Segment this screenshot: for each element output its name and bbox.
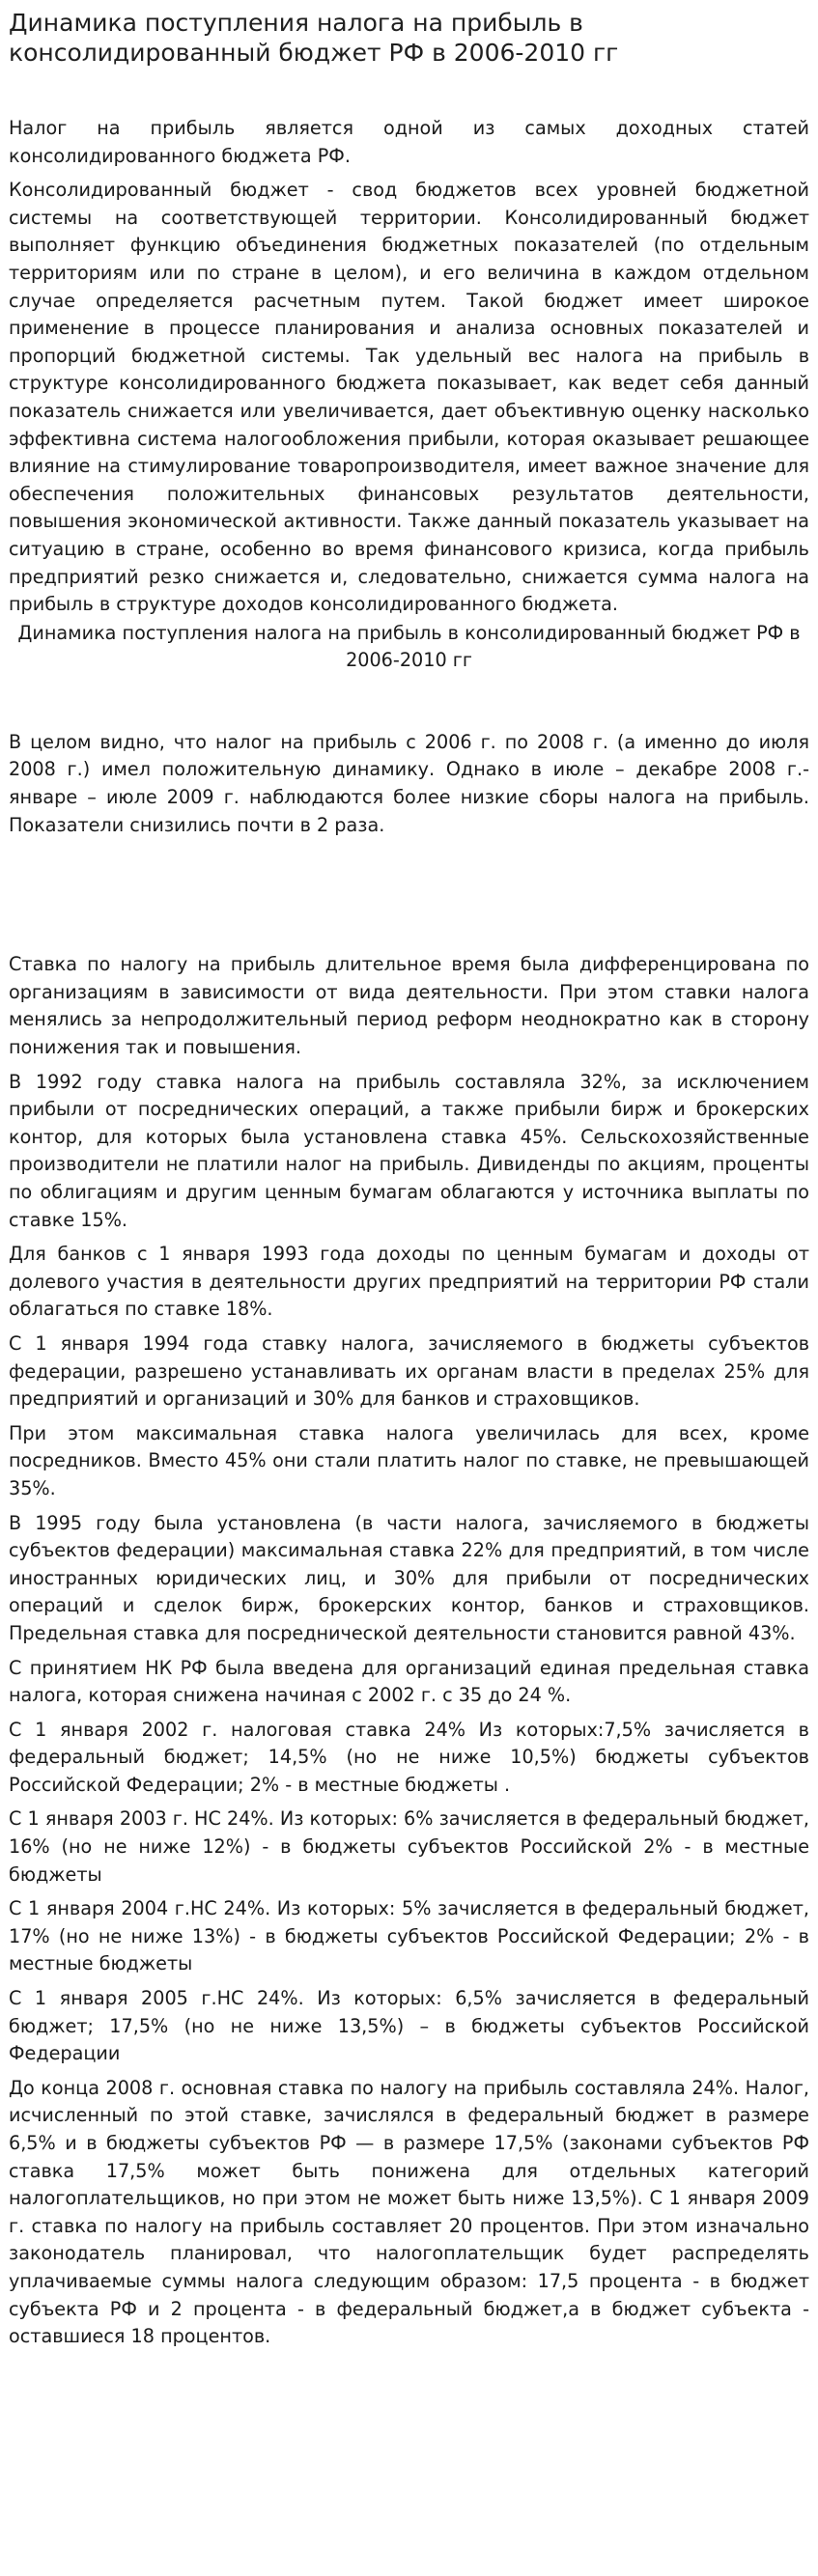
paragraph-2008-2009: До конца 2008 г. основная ставка по налогу на прибыль составляла 24%. Налог, исчисленный по этой ставке, зачислялся в федеральный бюджет в размере 6,5% и в бюджеты субъектов РФ — в размере 17,5% (законами субъектов РФ ставка 17,5% может быть понижена для отдельных категорий налогоплательщиков, но при этом не может быть ниже 13,5%). С 1 января 2009 г. ставка по налогу на прибыль составляет 20 процентов. При этом изначально законодатель планировал, что налогоплательщик будет распределять уплачиваемые суммы налога следующим образом: 17,5 процента - в бюджет субъекта РФ и 2 процента - в федеральный бюджет,а в бюджет субъекта - оставшиеся 18 процентов. bbox=[9, 2076, 809, 2348]
paragraph-dynamics: В целом видно, что налог на прибыль с 2006 г. по 2008 г. (а именно до июля 2008 г.) имел положительную динамику. Однако в июле – декабре 2008 г.- январе – июле 2009 г. наблюдаются более низкие сборы налога на прибыль. Показатели снизились почти в 2 раза. bbox=[9, 730, 809, 836]
page-title: Динамика поступления налога на прибыль в консолидированный бюджет РФ в 2006-2010 гг bbox=[9, 9, 619, 67]
paragraph-2003: С 1 января 2003 г. НС 24%. Из которых: 6% зачисляется в федеральный бюджет, 16% (но не ниже 12%) - в бюджеты субъектов Российской 2% - в местные бюджеты bbox=[9, 1807, 809, 1886]
paragraph-intro: Налог на прибыль является одной из самых доходных статей консолидированного бюджета РФ. bbox=[9, 117, 809, 167]
paragraph-1994: С 1 января 1994 года ставку налога, зачисляемого в бюджеты субъектов федерации, разрешено устанавливать их органам власти в пределах 25% для предприятий и организаций и 30% для банков и страховщиков. bbox=[9, 1331, 809, 1411]
paragraph-1992: В 1992 году ставка налога на прибыль составляла 32%, за исключением прибыли от посреднических операций, а также прибыли бирж и брокерских контор, для которых была установлена ставка 45%. Сельскохозяйственные производители не платили налог на прибыль. Дивиденды по акциям, проценты по облигациям и другим ценным бумагам облагаются у источника выплаты по ставке 15%. bbox=[9, 1070, 809, 1231]
paragraph-1993: Для банков с 1 января 1993 года доходы по ценным бумагам и доходы от долевого участия в деятельности других предприятий на территории РФ стали облагаться по ставке 18%. bbox=[9, 1243, 809, 1321]
figure-caption: Динамика поступления налога на прибыль в консолидированный бюджет РФ в 2006-2010 гг bbox=[17, 621, 801, 672]
paragraph-1995: В 1995 году была установлена (в части налога, зачисляемого в бюджеты субъектов федерации) максимальная ставка 22% для предприятий, в том числе иностранных юридических лиц, и 30% для прибыли от посреднических операций и сделок бирж, брокерских контор, банков и страховщиков. Предельная ставка для посреднической деятельности становится равной 43%. bbox=[9, 1511, 809, 1644]
paragraph-max-rate: При этом максимальная ставка налога увеличилась для всех, кроме посредников. Вместо 45% они стали платить налог по ставке, не превышающей 35%. bbox=[9, 1421, 809, 1499]
paragraph-tax-code: С принятием НК РФ была введена для организаций единая предельная ставка налога, которая снижена начиная с 2002 г. с 35 до 24 %. bbox=[9, 1656, 809, 1707]
paragraph-consolidated-budget: Консолидированный бюджет - свод бюджетов всех уровней бюджетной системы на соответствующей территории. Консолидированный бюджет выполняет функцию объединения бюджетных показателей (по отдельным территориям или по стране в целом), и его величина в каждом отдельном случае определяется расчетным путем. Такой бюджет имеет широкое применение в процессе планирования и анализа основных показателей и пропорций бюджетной системы. Так удельный вес налога на прибыль в структуре консолидированного бюджета показывает, как ведет себя данный показатель снижается или увеличивается, дает объективную оценку насколько эффективна система налогообложения прибыли, которая оказывает решающее влияние на стимулирование товаропроизводителя, имеет важное значение для обеспечения положительных финансовых результатов деятельности, повышения экономической активности. Также данный показатель указывает на ситуацию в стране, особенно во время финансового кризиса, когда прибыль предприятий резко снижается и, следовательно, снижается сумма налога на прибыль в структуре доходов консолидированного бюджета. bbox=[9, 179, 809, 616]
paragraph-2004: С 1 января 2004 г.НС 24%. Из которых: 5% зачисляется в федеральный бюджет, 17% (но не ниже 13%) - в бюджеты субъектов Российской Федерации; 2% - в местные бюджеты bbox=[9, 1897, 809, 1975]
paragraph-2005: С 1 января 2005 г.НС 24%. Из которых: 6,5% зачисляется в федеральный бюджет; 17,5% (но не ниже 13,5%) – в бюджеты субъектов Российской Федерации bbox=[9, 1987, 809, 2065]
paragraph-2002: С 1 января 2002 г. налоговая ставка 24% Из которых:7,5% зачисляется в федеральный бюджет; 14,5% (но не ниже 10,5%) бюджеты субъектов Российской Федерации; 2% - в местные бюджеты . bbox=[9, 1718, 809, 1796]
paragraph-rates-history: Ставка по налогу на прибыль длительное время была дифференцирована по организациям в зависимости от вида деятельности. При этом ставки налога менялись за непродолжительный период реформ неоднократно как в сторону понижения так и повышения. bbox=[9, 953, 809, 1059]
